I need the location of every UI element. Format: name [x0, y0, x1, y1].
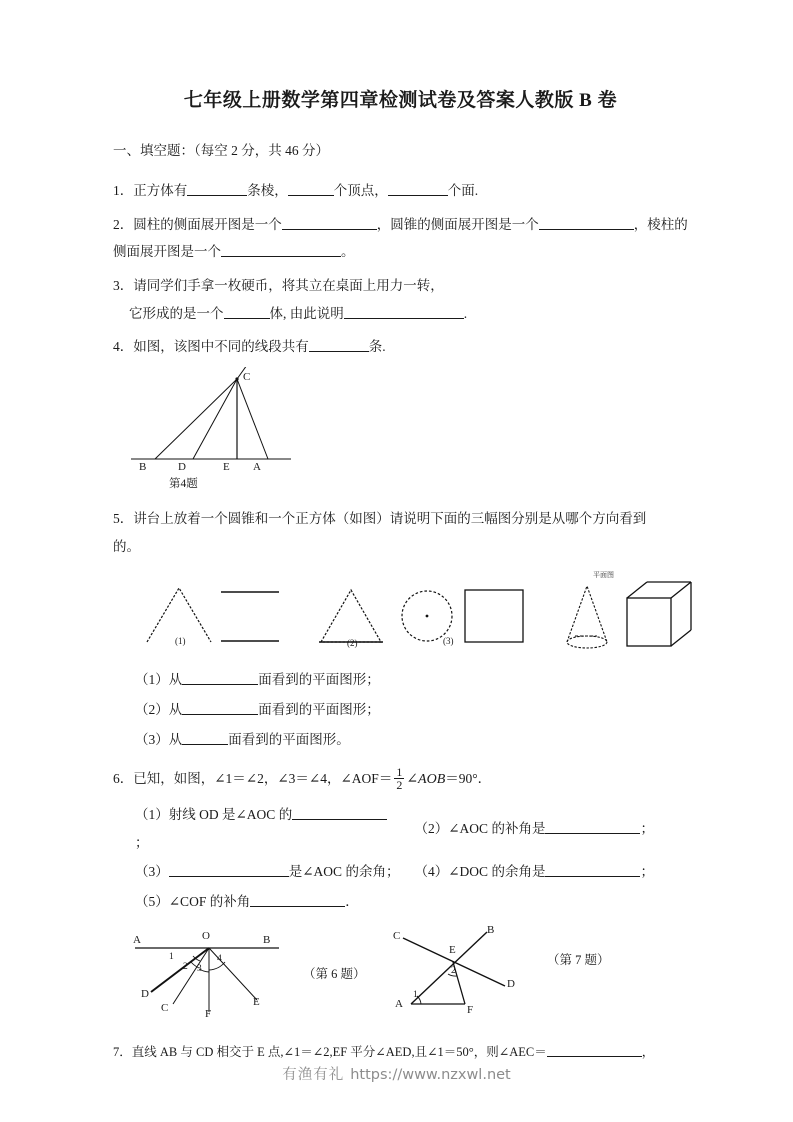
q1-text-a: 正方体有 [133, 182, 188, 198]
figure-question-6-7 [113, 922, 688, 1018]
q4-blank-1[interactable] [309, 338, 369, 352]
q6-sub-cell-3 [113, 858, 401, 888]
q6-sub5-text-a: ∠COF 的补角 [168, 893, 251, 909]
figure-4-caption: 第4题 [169, 477, 198, 490]
figure-6-label-C: C [161, 1001, 169, 1014]
q2-blank-1[interactable] [282, 216, 377, 230]
figure-6-label-B: B [263, 933, 271, 946]
footer-url: https://www.nzxwl.net [350, 1067, 511, 1083]
figure-7-label-C: C [393, 929, 401, 942]
question-1 [113, 177, 688, 205]
figure-4-label-A: A [253, 460, 261, 473]
q2-text-d: 侧面展开图是一个 [113, 244, 221, 260]
q6-sub1-label: （1） [135, 806, 169, 822]
q2-blank-2[interactable] [539, 216, 634, 230]
q5-sub3-text-b: 面看到的平面图形。 [228, 731, 350, 747]
q7-number: 7． [113, 1044, 132, 1059]
question-6-sub-2 [401, 815, 689, 843]
question-6-sub-3 [113, 858, 401, 886]
q2-text-e: 。 [341, 244, 355, 260]
q1-blank-1[interactable] [187, 182, 247, 196]
figure-4-label-E: E [223, 460, 230, 473]
q1-text-b: 条棱， [247, 182, 288, 198]
section-heading: 一、填空题：（每空 2 分，共 46 分） [113, 142, 329, 158]
q4-number: 4． [113, 339, 134, 355]
figure-6-label-angle-1: 1 [169, 951, 174, 962]
q5-sub2-label: （2） [135, 701, 169, 717]
question-6-sub-1 [113, 801, 401, 856]
question-5-sub-1 [113, 666, 688, 694]
q5-sub2-text-b: 面看到的平面图形； [258, 701, 380, 717]
q6-sub2-text-b: ； [640, 820, 654, 836]
q6-sub5-blank[interactable] [250, 893, 345, 907]
q6-sub4-label: （4） [414, 864, 449, 880]
q5-sub2-text-a: 从 [168, 701, 183, 717]
figure-6-label-F: F [205, 1007, 212, 1020]
q6-fraction [394, 766, 404, 792]
q6-sub2-blank[interactable] [545, 820, 640, 834]
question-6-sub-5 [113, 888, 688, 916]
q5-sub3-blank[interactable] [182, 731, 228, 745]
q5-sub3-label: （3） [135, 731, 169, 747]
figure-7-label-F: F [467, 1003, 474, 1016]
q1-text-c: 个顶点， [333, 182, 388, 198]
q6-sub-cell-1 [113, 801, 401, 858]
figure-7-label-angle-2: 2 [451, 965, 456, 976]
q5-sub1-text-a: 从 [168, 672, 183, 688]
question-3 [113, 272, 688, 327]
q2-number: 2． [113, 216, 134, 232]
q5-sub3-text-a: 从 [168, 731, 183, 747]
q6-sub4-blank[interactable] [545, 863, 640, 877]
figure-7-label-angle-1: 1 [413, 989, 418, 1000]
question-7 [113, 1040, 688, 1066]
figure-7-label-D: D [507, 977, 515, 990]
q6-sub1-text-b: ； [135, 834, 149, 850]
footer-brand: 有渔有礼 [282, 1067, 345, 1083]
q6-sub4-text-b: ； [640, 864, 654, 880]
q7-text-b: ， [641, 1044, 655, 1059]
figure-6-label-angle-3: 3 [197, 963, 202, 974]
q6-sub5-label: （5） [135, 893, 169, 909]
q3-blank-1[interactable] [224, 305, 270, 319]
q6-text-a: 已知，如图，∠1＝∠2，∠3＝∠4，∠AOF＝ [133, 771, 393, 787]
q3-text-a: 请同学们手拿一枚硬币，将其立在桌面上用力一转， [133, 277, 444, 293]
q6-fraction-denominator: 2 [396, 778, 403, 793]
figure-7-label-A: A [395, 997, 403, 1010]
figure-4-label-D: D [178, 460, 186, 473]
q6-sub1-blank[interactable] [292, 806, 387, 820]
figure-7-caption: （第 7 题） [547, 952, 610, 967]
q6-sub4-text-a: ∠DOC 的余角是 [448, 864, 546, 880]
q4-text-a: 如图，该图中不同的线段共有 [133, 339, 309, 355]
q6-sub3-label: （3） [135, 864, 169, 880]
table-row [113, 801, 688, 858]
question-6 [113, 765, 688, 795]
table-row [113, 858, 688, 888]
q5-sub1-label: （1） [135, 672, 169, 688]
q6-sub3-text-b: 是∠AOC 的余角； [288, 864, 400, 880]
q3-text-c: 体, 由此说明 [269, 305, 344, 321]
figure-4-label-B: B [139, 460, 147, 473]
figure-5-object-note: 平面图 [593, 571, 614, 580]
page-title: 七年级上册数学第四章检测试卷及答案人教版 B 卷 [183, 90, 618, 111]
figure-4-label-C: C [243, 370, 251, 383]
q5-text-a: 讲台上放着一个圆锥和一个正方体（如图）请说明下面的三幅图分别是从哪个方向看到 [133, 510, 647, 526]
q6-sub3-blank[interactable] [169, 863, 289, 877]
figure-6-label-D: D [141, 987, 149, 1000]
q3-text-b: 它形成的是一个 [129, 305, 224, 321]
page-content [113, 88, 688, 1071]
q6-sub1-text-a: 射线 OD 是∠AOC 的 [168, 806, 293, 822]
q5-number: 5． [113, 510, 134, 526]
q6-number: 6． [113, 771, 134, 787]
figure-5-view-label-1: (1) [175, 636, 186, 647]
figure-6-label-O: O [202, 929, 210, 942]
q6-sub2-label: （2） [414, 820, 449, 836]
q2-blank-3[interactable] [221, 243, 341, 257]
figure-5-view-label-3: (3) [443, 636, 454, 647]
figure-6-label-E: E [253, 995, 260, 1008]
q3-text-d: . [463, 305, 468, 321]
q1-number: 1． [113, 182, 134, 198]
question-5-sub-2 [113, 696, 688, 724]
figure-7-label-E: E [449, 943, 456, 956]
q1-blank-3[interactable] [388, 182, 448, 196]
figure-7-label-B: B [487, 923, 495, 936]
q4-text-b: 条. [368, 339, 386, 355]
question-5-sub-3 [113, 726, 688, 754]
figure-6-label-angle-2: 2 [183, 961, 188, 972]
figure-6-label-A: A [133, 933, 141, 946]
question-5 [113, 505, 688, 560]
q6-sub-cell-2 [401, 801, 689, 858]
question-6-sub-4 [401, 858, 689, 886]
q6-fraction-numerator: 1 [396, 764, 403, 779]
q6-sub2-text-a: ∠AOC 的补角是 [448, 820, 546, 836]
q7-blank-1[interactable] [547, 1044, 642, 1057]
footer-watermark [0, 1063, 793, 1084]
q6-sub-cell-4 [401, 858, 689, 888]
q7-text-a: 直线 AB 与 CD 相交于 E 点,∠1＝∠2,EF 平分∠AED,且∠1＝50°，则∠AEC＝ [131, 1044, 547, 1059]
q2-text-b: ，圆锥的侧面展开图是一个 [376, 216, 539, 232]
figure-question-5 [113, 570, 688, 652]
question-6-subs-table [113, 801, 688, 888]
figure-5-drawing [135, 570, 695, 652]
figure-7-drawing [395, 924, 545, 1016]
q2-text-a: 圆柱的侧面展开图是一个 [133, 216, 282, 232]
figure-question-4 [113, 367, 688, 495]
q5-sub1-text-b: 面看到的平面图形； [258, 672, 380, 688]
figure-6-caption: （第 6 题） [303, 966, 366, 981]
figure-5-view-label-2: (2) [347, 638, 358, 649]
q3-blank-2[interactable] [344, 305, 464, 319]
q6-text-c: ＝90°． [445, 771, 492, 787]
figure-4-drawing [125, 367, 325, 475]
q6-sub5-text-b: ． [345, 893, 359, 909]
q5-sub1-blank[interactable] [182, 671, 258, 685]
q2-text-c: ，棱柱的 [633, 216, 688, 232]
figure-6-drawing [129, 924, 319, 1016]
q1-blank-2[interactable] [288, 182, 334, 196]
q3-number: 3． [113, 277, 134, 293]
q6-text-b: ∠AOB [406, 772, 446, 788]
q5-text-b: 的。 [113, 538, 140, 554]
question-4 [113, 333, 688, 361]
figure-6-label-angle-4: 4 [217, 953, 222, 964]
q5-sub2-blank[interactable] [182, 701, 258, 715]
question-2 [113, 211, 688, 266]
q1-text-d: 个面. [447, 182, 479, 198]
